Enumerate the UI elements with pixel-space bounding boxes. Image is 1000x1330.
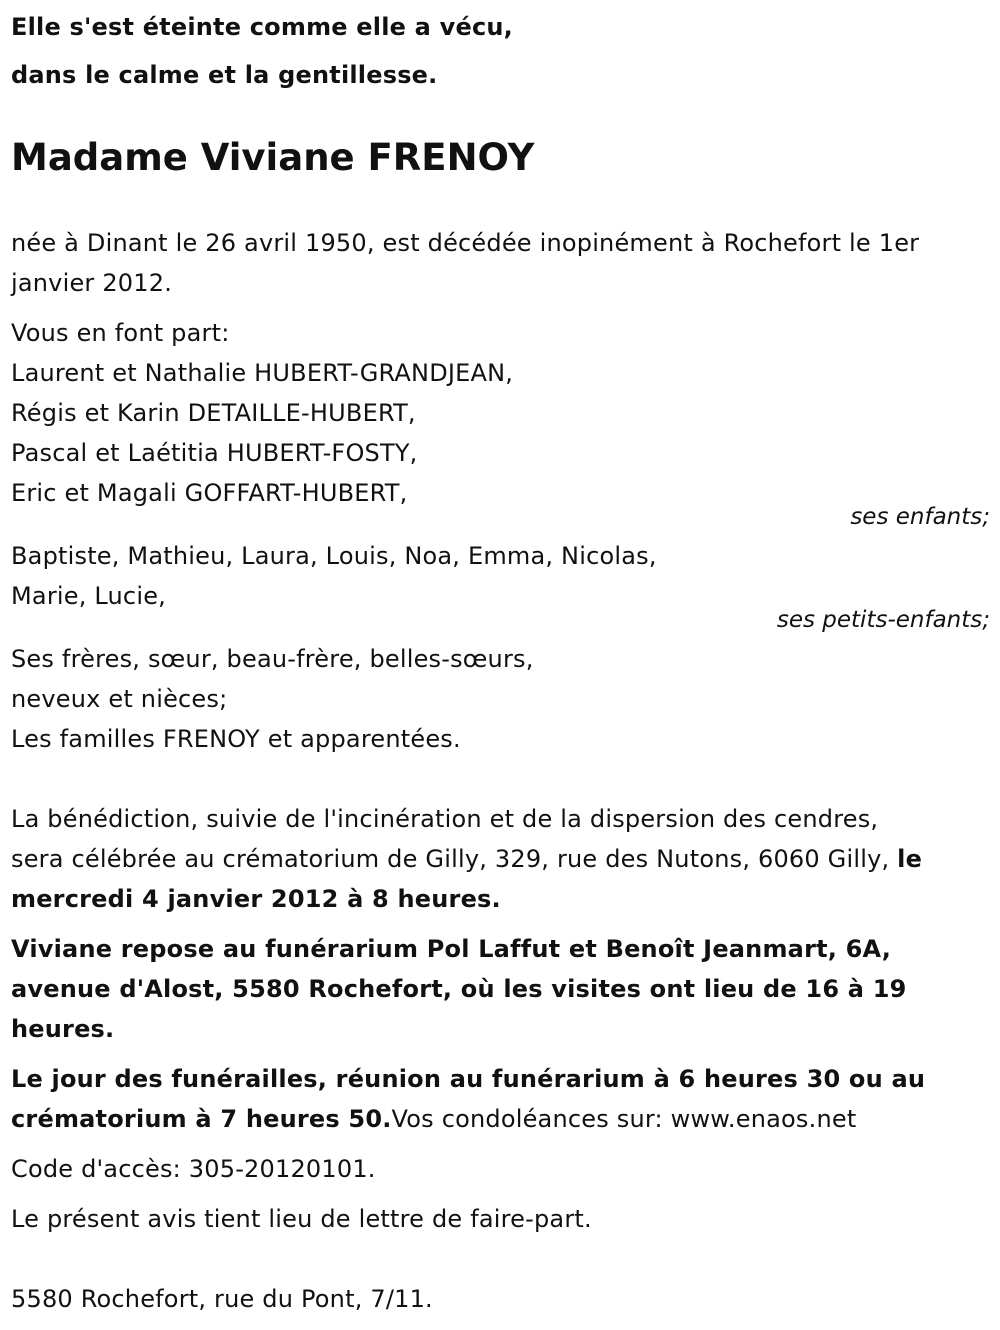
ceremony-date: mercredi 4 janvier 2012 à 8 heures.	[11, 885, 501, 913]
funeral-day-line-2	[11, 1104, 856, 1134]
funeral-day-time: crématorium à 7 heures 50.	[11, 1105, 392, 1133]
address: 5580 Rochefort, rue du Pont, 7/11.	[11, 1285, 433, 1313]
child-couple: Régis et Karin DETAILLE-HUBERT,	[11, 399, 416, 427]
epigraph-line-2: dans le calme et la gentillesse.	[11, 61, 438, 89]
grandchildren-line-1: Baptiste, Mathieu, Laura, Louis, Noa, Emma, Nicolas,	[11, 542, 657, 570]
grandchildren-label: ses petits-enfants;	[776, 607, 990, 633]
funeral-day-line-1: Le jour des funérailles, réunion au funérarium à 6 heures 30 ou au	[11, 1065, 926, 1093]
ceremony-line-2	[11, 844, 922, 874]
others-line-3: Les familles FRENOY et apparentées.	[11, 725, 461, 753]
repose-line-2: avenue d'Alost, 5580 Rochefort, où les visites ont lieu de 16 à 19	[11, 975, 907, 1003]
others-line-2: neveux et nièces;	[11, 685, 228, 713]
repose-line-1: Viviane repose au funérarium Pol Laffut et Benoît Jeanmart, 6A,	[11, 935, 892, 963]
child-couple: Eric et Magali GOFFART-HUBERT,	[11, 479, 408, 507]
child-couple: Pascal et Laétitia HUBERT-FOSTY,	[11, 439, 418, 467]
notice-text: Le présent avis tient lieu de lettre de faire-part.	[11, 1205, 592, 1233]
access-code: Code d'accès: 305-20120101.	[11, 1155, 376, 1183]
repose-line-3: heures.	[11, 1015, 115, 1043]
ceremony-line-2-bold: le	[897, 845, 923, 873]
birth-death-line-1: née à Dinant le 26 avril 1950, est décédée inopinément à Rochefort le 1er	[11, 229, 920, 257]
grandchildren-line-2: Marie, Lucie,	[11, 582, 166, 610]
ceremony-line-2-text: sera célébrée au crématorium de Gilly, 329, rue des Nutons, 6060 Gilly,	[11, 845, 890, 873]
announcers-intro: Vous en font part:	[11, 319, 230, 347]
others-line-1: Ses frères, sœur, beau-frère, belles-sœurs,	[11, 645, 534, 673]
ceremony-line-1: La bénédiction, suivie de l'incinération et de la dispersion des cendres,	[11, 805, 879, 833]
birth-death-line-2: janvier 2012.	[11, 269, 173, 297]
children-label: ses enfants;	[850, 504, 990, 530]
child-couple: Laurent et Nathalie HUBERT-GRANDJEAN,	[11, 359, 514, 387]
epigraph-line-1: Elle s'est éteinte comme elle a vécu,	[11, 13, 513, 41]
deceased-name: Madame Viviane FRENOY	[11, 136, 535, 179]
condolences-text: Vos condoléances sur: www.enaos.net	[391, 1105, 857, 1133]
